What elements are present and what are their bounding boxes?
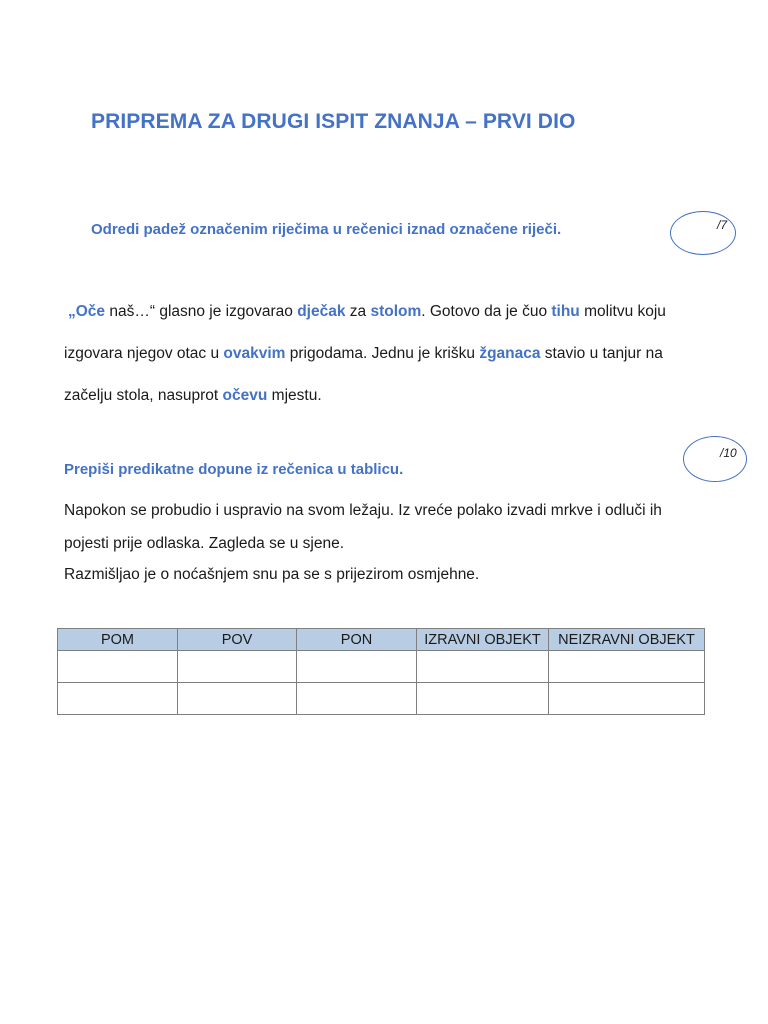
page-title: PRIPREMA ZA DRUGI ISPIT ZNANJA – PRVI DIO [91,110,576,133]
table-row [58,683,705,715]
paragraph-text: . Gotovo da je čuo [421,303,552,320]
table-cell[interactable] [417,651,549,683]
task1-paragraph-line [68,303,666,321]
task1-score-oval [670,211,736,255]
answer-table [57,628,705,715]
table-cell[interactable] [549,683,705,715]
table-header-row [58,629,705,651]
marked-word: ovakvim [223,345,286,362]
table-header-pov: POV [178,629,297,651]
marked-word: stolom [370,303,422,320]
marked-word: očevu [222,387,268,404]
table-header-pom: POM [58,629,178,651]
table-header-neizravni-objekt: NEIZRAVNI OBJEKT [549,629,705,651]
task1-paragraph-line [64,387,322,405]
paragraph-text: izgovara njegov otac u [64,345,224,362]
task2-heading: Prepiši predikatne dopune iz rečenica u tablicu. [64,461,404,478]
table-row [58,651,705,683]
marked-word: žganaca [479,345,541,362]
table-cell[interactable] [549,651,705,683]
table-header-izravni-objekt: IZRAVNI OBJEKT [417,629,549,651]
task2-score-oval [683,436,747,482]
table-cell[interactable] [417,683,549,715]
table-cell[interactable] [58,683,178,715]
table-cell[interactable] [178,651,297,683]
table-cell[interactable] [297,683,417,715]
paragraph-text: mjestu. [267,387,322,404]
table-cell[interactable] [178,683,297,715]
paragraph-text: stavio u tanjur na [540,345,663,362]
marked-word: tihu [551,303,580,320]
task1-heading: Odredi padež označenim riječima u rečenici iznad označene riječi. [91,221,562,238]
paragraph-text: za [345,303,371,320]
marked-word: „Oče [68,303,106,320]
paragraph-text: molitvu koju [579,303,666,320]
paragraph-text: naš…“ glasno je izgovarao [105,303,298,320]
task2-paragraph-line: Napokon se probudio i uspravio na svom ležaju. Iz vreće polako izvadi mrkve i odluči ih [64,502,662,519]
table-cell[interactable] [58,651,178,683]
task2-paragraph-line: Razmišljao je o noćašnjem snu pa se s prijezirom osmjehne. [64,566,480,583]
task1-paragraph-line [64,345,663,363]
task2-score: /10 [720,446,737,460]
paragraph-text: prigodama. Jednu je krišku [285,345,480,362]
marked-word: dječak [297,303,346,320]
paragraph-text: začelju stola, nasuprot [64,387,223,404]
table-cell[interactable] [297,651,417,683]
task2-paragraph-line: pojesti prije odlaska. Zagleda se u sjene. [64,535,345,552]
task1-score: /7 [717,218,728,232]
table-header-pon: PON [297,629,417,651]
